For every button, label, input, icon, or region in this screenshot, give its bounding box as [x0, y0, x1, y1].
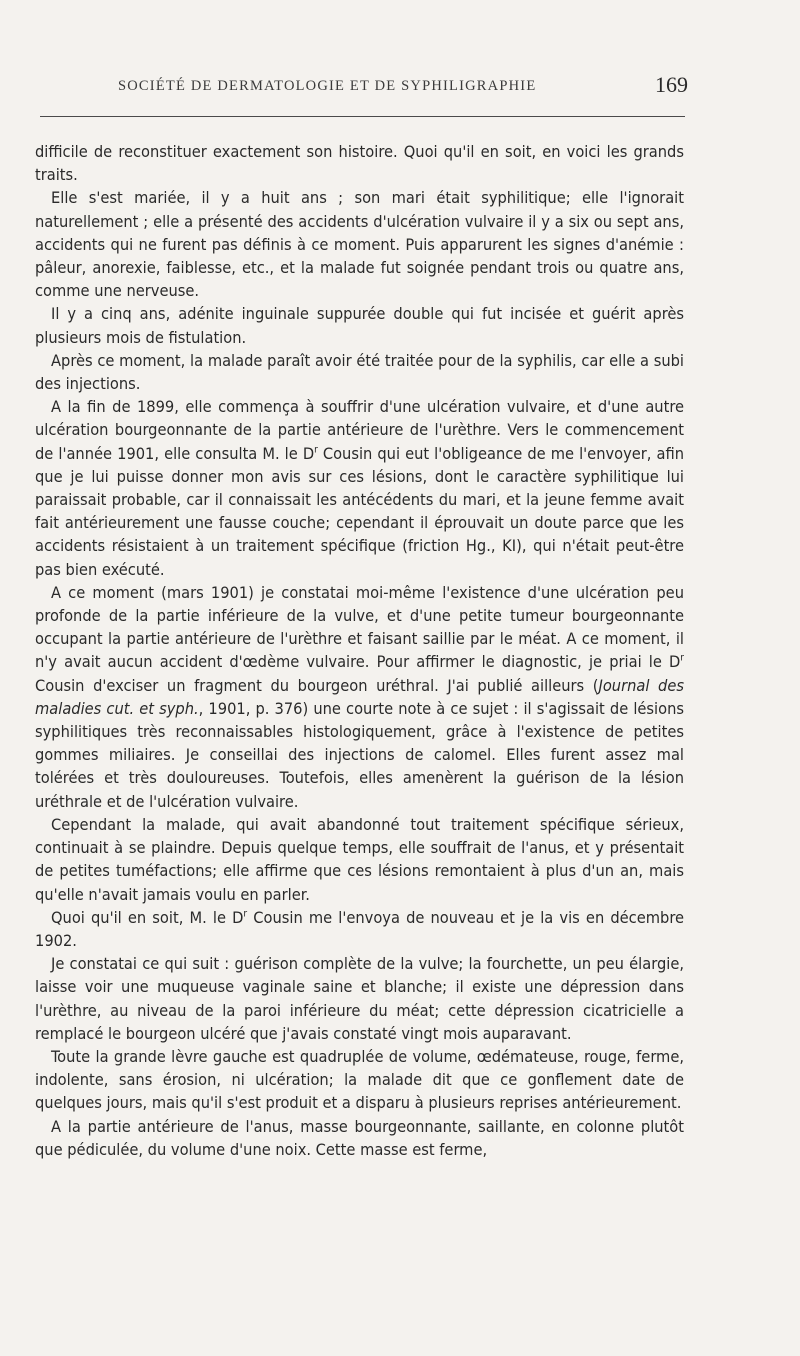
header-rule: [40, 116, 685, 117]
running-title: SOCIÉTÉ DE DERMATOLOGIE ET DE SYPHILIGRAPHIE: [118, 78, 537, 94]
paragraph: Je constatai ce qui suit : guérison complète de la vulve; la fourchette, un peu élargie, laisse voir une muqueuse vaginale saine et blanche; il existe une dépression dans l'urèthre, au niveau de la paroi inférieure du méat; cette dépression cicatricielle a remplacé le bourgeon ulcéré que j'avais constaté vingt mois auparavant.: [35, 954, 684, 1043]
paragraph: difficile de reconstituer exactement son histoire. Quoi qu'il en soit, en voici les grands traits.: [35, 142, 684, 185]
paragraph: Cependant la malade, qui avait abandonné tout traitement spécifique sérieux, continuait à se plaindre. Depuis quelque temps, elle souffrait de l'anus, et y présentait de petites tuméfactions; elle affirme que ces lésions remontaient à plus d'un an, mais qu'elle n'avait jamais voulu en parler.: [35, 814, 684, 904]
superscript: r: [680, 653, 684, 665]
superscript: r: [314, 444, 318, 456]
paragraph: A la fin de 1899, elle commença à souffrir d'une ulcération vulvaire, et d'une autre ulcération bourgeonnante de la partie antérieure de l'urèthre. Vers le commencement de l'année 1901, elle consulta M. le $D^r$ Cousin qui eut l'obligeance de me l'envoyer, afin que je lui puisse donner mon avis sur ces lésions, dont le caractère syphilitique lui paraissait probable, car il connaissait les antécédents du mari, et la jeune femme avait fait antérieurement une fausse couche; cependant il éprouvait un doute parce que les accidents résistaient à un traitement spécifique (friction Hg., KI), qui n'était peut-être pas bien exécuté.: [35, 397, 684, 579]
page-header: [118, 72, 688, 106]
paragraph: Elle s'est mariée, il y a huit ans ; son mari était syphilitique; elle l'ignorait naturellement ; elle a présenté des accidents d'ulcération vulvaire il y a six ou sept ans, accidents qui ne furent pas définis à ce moment. Puis apparurent les signes d'anémie : pâleur, anorexie, faiblesse, etc., et la malade fut soignée pendant trois ou quatre ans, comme une nerveuse.: [35, 188, 684, 301]
superscript: r: [243, 908, 248, 920]
body-text: [35, 140, 684, 1161]
journal-citation: Journal des maladies cut. et syph.: [35, 675, 684, 718]
paragraph: Toute la grande lèvre gauche est quadruplée de volume, œdémateuse, rouge, ferme, indolente, sans érosion, ni ulcération; la malade dit que ce gonflement date de quelques jours, mais qu'il s'est produit et a disparu à plusieurs reprises antérieurement.: [35, 1046, 684, 1113]
paragraph: Quoi qu'il en soit, M. le $D^r$ Cousin me l'envoya de nouveau et je la vis en décembre 1902.: [35, 907, 684, 950]
page-number: 169: [655, 72, 688, 97]
paragraph: A ce moment (mars 1901) je constatai moi-même l'existence d'une ulcération peu profonde de la partie inférieure de la vulve, et d'une petite tumeur bourgeonnante occupant la partie antérieure de l'urèthre et faisant saillie par le méat. A ce moment, il n'y avait aucun accident d'œdème vulvaire. Pour affirmer le diagnostic, je priai le $D^r$ Cousin d'exciser un fragment du bourgeon uréthral. J'ai publié ailleurs (Journal des maladies cut. et syph., 1901, p. 376) une courte note à ce sujet : il s'agissait de lésions syphilitiques très reconnaissables histologiquement, grâce à l'existence de petites gommes miliaires. Je conseillai des injections de calomel. Elles furent assez mal tolérées et très douloureuses. Toutefois, elles amenèrent la guérison de la lésion uréthrale et de l'ulcération vulvaire.: [35, 582, 684, 811]
paragraph: Il y a cinq ans, adénite inguinale suppurée double qui fut incisée et guérit après plusieurs mois de fistulation.: [35, 304, 684, 347]
paragraph: A la partie antérieure de l'anus, masse bourgeonnante, saillante, en colonne plutôt que pédiculée, du volume d'une noix. Cette masse est ferme,: [35, 1116, 684, 1159]
paragraph: Après ce moment, la malade paraît avoir été traitée pour de la syphilis, car elle a subi des injections.: [35, 350, 684, 394]
